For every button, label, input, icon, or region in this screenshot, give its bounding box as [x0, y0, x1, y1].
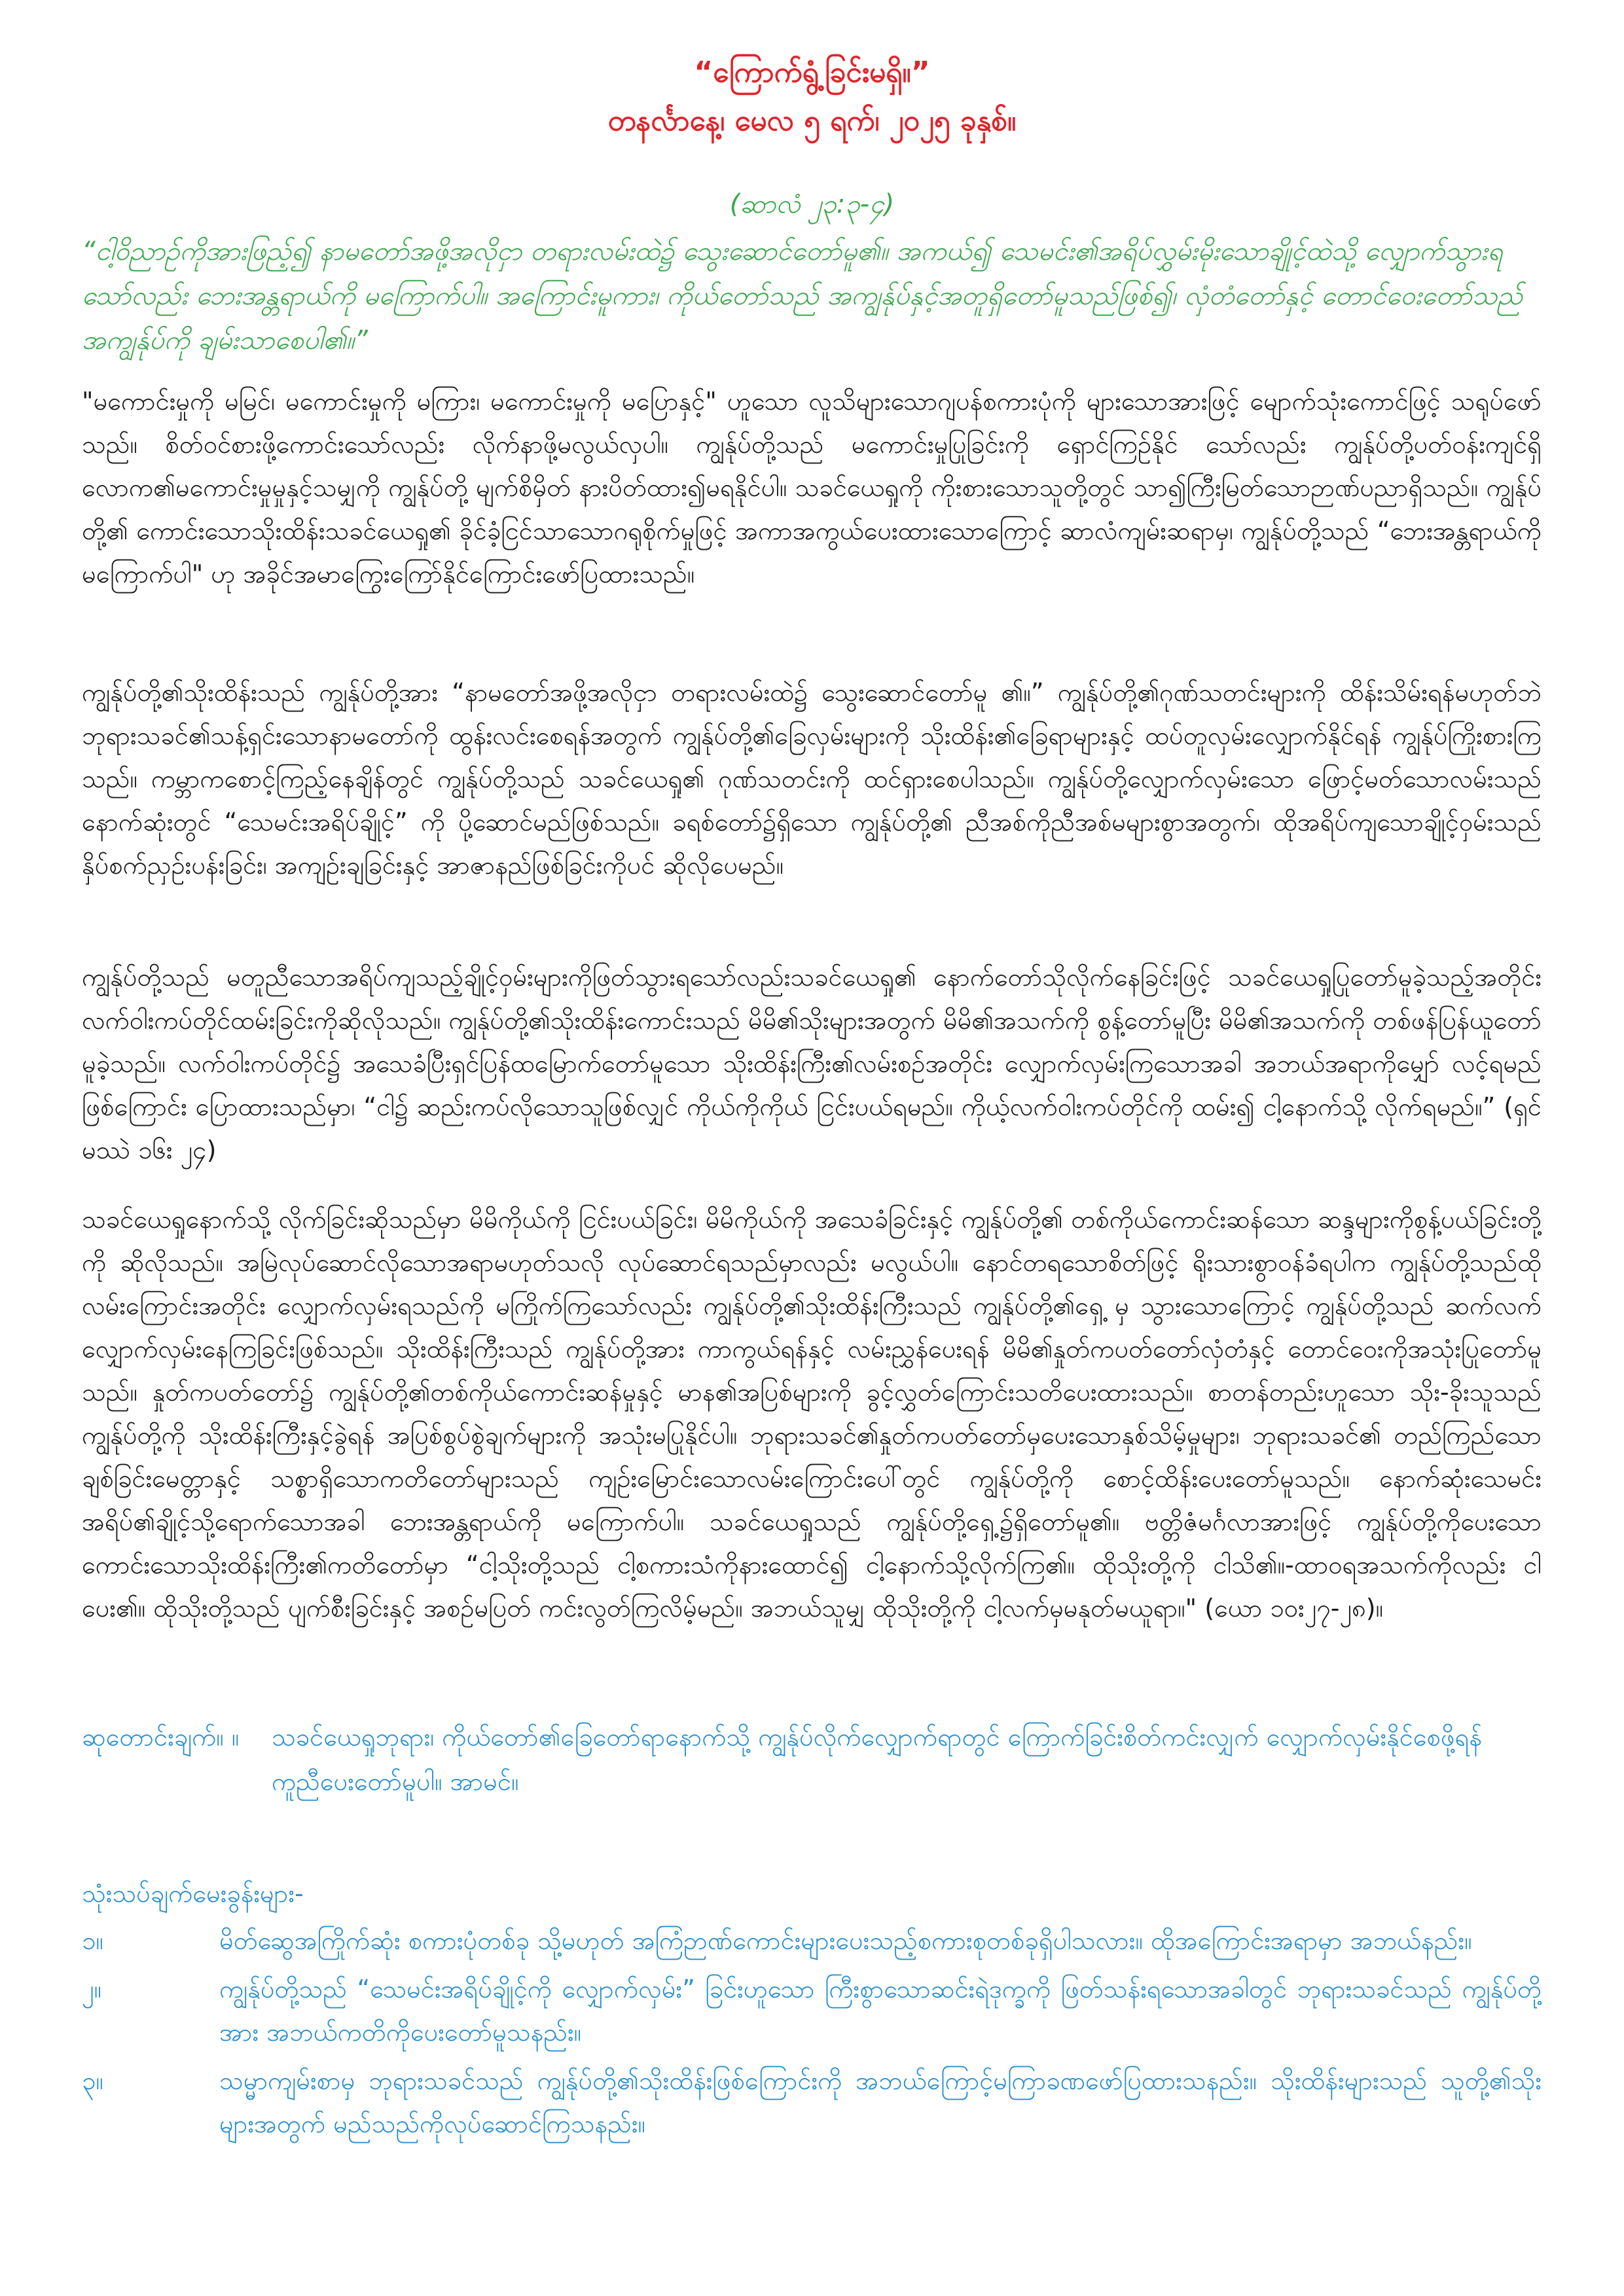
reflection-questions	[82, 1872, 1542, 2151]
prayer-text: သခင်ယေရှုဘုရား၊ ကိုယ်တော်၏ခြေတော်ရာနောက်သို့ ကျွန်ုပ်လိုက်လျှောက်ရာတွင် ကြောက်ခြင်းစိတ်ကင်းလျှက် လျှောက်လှမ်းနိုင်စေဖို့ရန် ကူညီပေးတော်မူပါ။ အာမင်။	[272, 1723, 1483, 1796]
verse-reference: (ဆာလံ ၂၃:၃-၄)	[729, 189, 895, 219]
body-paragraph-2: ကျွန်ုပ်တို့၏သိုးထိန်းသည် ကျွန်ုပ်တို့အား “နာမတော်အဖို့အလိုငှာ တရားလမ်းထဲ၌ သွေးဆောင်တော်မူ ၏။” ကျွန်ုပ်တို့၏ဂုဏ်သတင်းများကို ထိန်းသိမ်းရန်မဟုတ်ဘဲ ဘုရားသခင်၏သန့်ရှင်းသောနာမတော်ကို ထွန်းလင်းစေရန်အတွက် ကျွန်ုပ်တို့၏ခြေလှမ်းများကို သိုးထိန်း၏ခြေရာများနှင့် ထပ်တူလှမ်းလျှောက်နိုင်ရန် ကျွန်ုပ်ကြိုးစားကြသည်။ ကမ္ဘာကစောင့်ကြည့်နေချိန်တွင် ကျွန်ုပ်တို့သည် သခင်ယေရှု၏ ဂုဏ်သတင်းကို ထင်ရှားစေပါသည်။ ကျွန်ုပ်တို့လျှောက်လှမ်းသော ဖြောင့်မတ်သောလမ်းသည် နောက်ဆုံးတွင် “သေမင်းအရိပ်ချိုင့်” ကို ပို့ဆောင်မည်ဖြစ်သည်။ ခရစ်တော်၌ရှိသော ကျွန်ုပ်တို့၏ ညီအစ်ကိုညီအစ်မများစွာအတွက်၊ ထိုအရိပ်ကျသောချိုင့်ဝှမ်းသည် နှိပ်စက်ညှဉ်းပန်းခြင်း၊ အကျဉ်းချခြင်းနှင့် အာဇာနည်ဖြစ်ခြင်းကိုပင် ဆိုလိုပေမည်။	[82, 678, 1542, 880]
question-item	[82, 1967, 1542, 2054]
body-paragraph-3: ကျွန်ုပ်တို့သည် မတူညီသောအရိပ်ကျသည့်ချိုင့်ဝှမ်းများကိုဖြတ်သွားရသော်လည်းသခင်ယေရှု၏ နောက်တော်သိုလိုက်နေခြင်းဖြင့် သခင်ယေရှုပြုတော်မူခဲ့သည့်အတိုင်း လက်ဝါးကပ်တိုင်ထမ်းခြင်းကိုဆိုလိုသည်။ ကျွန်ုပ်တို့၏သိုးထိန်းကောင်းသည် မိမိ၏သိုးများအတွက် မိမိ၏အသက်ကို စွန့်တော်မူပြီး မိမိ၏အသက်ကို တစ်ဖန်ပြန်ယူတော်မူခဲ့သည်။ လက်ဝါးကပ်တိုင်၌ အသေခံပြီးရှင်ပြန်ထမြောက်တော်မူသော သိုးထိန်းကြီး၏လမ်းစဉ်အတိုင်း လျှောက်လှမ်းကြသောအခါ အဘယ်အရာကိုမျှော် လင့်ရမည်ဖြစ်ကြောင်း ပြောထားသည်မှာ၊ “ငါ၌ ဆည်းကပ်လိုသောသူဖြစ်လျှင် ကိုယ်ကိုကိုယ် ငြင်းပယ်ရမည်။ ကိုယ့်လက်ဝါးကပ်တိုင်ကို ထမ်း၍ ငါ့နောက်သို့ လိုက်ရမည်။” (ရှင်မဿဲ ၁၆း ၂၄)	[82, 963, 1542, 1164]
question-item	[82, 1919, 1542, 1962]
prayer-label: ဆုတောင်းချက်။ ။	[82, 1723, 240, 1751]
question-text: သမ္မာကျမ်းစာမှ ဘုရားသခင်သည် ကျွန်ုပ်တို့၏သိုးထိန်းဖြစ်ကြောင်းကို အဘယ်ကြောင့်မကြာခဏဖော်ပြထားသနည်း။ သိုးထိန်းများသည် သူတို့၏သိုးများအတွက် မည်သည်ကိုလုပ်ဆောင်ကြသနည်း။	[219, 2066, 1542, 2138]
prayer-section	[82, 1715, 1542, 1804]
question-text: မိတ်ဆွေအကြိုက်ဆုံး စကားပုံတစ်ခု သို့မဟုတ် အကြံဉာဏ်ကောင်းများပေးသည့်စကားစုတစ်ခုရှိပါသလား။ ထိုအကြောင်းအရာမှာ အဘယ်နည်း။	[219, 1926, 1472, 1955]
page-title: “ကြောက်ရွံ့ခြင်းမရှိ။”	[694, 56, 930, 89]
body-paragraph-4: သခင်ယေရှုနောက်သို့ လိုက်ခြင်းဆိုသည်မှာ မိမိကိုယ်ကို ငြင်းပယ်ခြင်း၊ မိမိကိုယ်ကို အသေခံခြင်းနှင့် ကျွန်ုပ်တို့၏ တစ်ကိုယ်ကောင်းဆန်သော ဆန္ဒများကိုစွန့်ပယ်ခြင်းတို့ကို ဆိုလိုသည်။ အမြဲလုပ်ဆောင်လိုသောအရာမဟုတ်သလို လုပ်ဆောင်ရသည်မှာလည်း မလွယ်ပါ။ နောင်တရသောစိတ်ဖြင့် ရိုးသားစွာဝန်ခံရပါက ကျွန်ုပ်တို့သည်ထိုလမ်းကြောင်းအတိုင်း လျှောက်လှမ်းရသည်ကို မကြိုက်ကြသော်လည်း ကျွန်ုပ်တို့၏သိုးထိန်းကြီးသည် ကျွန်ုပ်တို့၏ရှေ့ မှ သွားသောကြောင့် ကျွန်ုပ်တို့သည် ဆက်လက်လျှောက်လှမ်းနေကြခြင်းဖြစ်သည်။ သိုးထိန်းကြီးသည် ကျွန်ုပ်တို့အား ကာကွယ်ရန်နှင့် လမ်းညွှန်ပေးရန် မိမိ၏နှုတ်ကပတ်တော်လှံတံနှင့် တောင်ဝေးကိုအသုံးပြုတော်မူသည်။ နှုတ်ကပတ်တော်၌ ကျွန်ုပ်တို့၏တစ်ကိုယ်ကောင်းဆန်မှုနှင့် မာန၏အပြစ်များကို ခွင့်လွှတ်ကြောင်းသတိပေးထားသည်။ စာတန်တည်းဟူသော သိုး-ခိုးသူသည် ကျွန်ုပ်တို့ကို သိုးထိန်းကြီးနှင့်ခွဲရန် အပြစ်စွပ်စွဲချက်များကို အသုံးမပြုနိုင်ပါ။ ဘုရားသခင်၏နှုတ်ကပတ်တော်မှပေးသောနှစ်သိမ့်မှုများ၊ ဘုရားသခင်၏ တည်ကြည်သောချစ်ခြင်းမေတ္တာနှင့် သစ္စာရှိသောကတိတော်များသည် ကျဉ်းမြောင်းသောလမ်းကြောင်းပေါ်တွင် ကျွန်ုပ်တို့ကို စောင့်ထိန်းပေးတော်မူသည်။ နောက်ဆုံးသေမင်းအရိပ်၏ချိုင့်သို့ရောက်သောအခါ ဘေးအန္တရာယ်ကို မကြောက်ပါ။ သခင်ယေရှုသည် ကျွန်ုပ်တို့ရှေ့၌ရှိတော်မူ၏။ ဗတ္တိဇံမင်္ဂလာအားဖြင့် ကျွန်ုပ်တို့ကိုပေးသော ကောင်းသောသိုးထိန်းကြီး၏ကတိတော်မှာ “ငါ့သိုးတို့သည် ငါ့စကားသံကိုနားထောင်၍ ငါ့နောက်သို့လိုက်ကြ၏။ ထိုသိုးတို့ကို ငါသိ၏။-ထာဝရအသက်ကိုလည်း ငါပေး၏။ ထိုသိုးတို့သည် ပျက်စီးခြင်းနှင့် အစဉ်မပြတ် ကင်းလွတ်ကြလိမ့်မည်။ အဘယ်သူမျှ ထိုသိုးတို့ကို ငါ့လက်မှမနုတ်မယူရာ။" (ယော ၁၀း၂၇-၂၈)။	[82, 1205, 1542, 1623]
question-text: ကျွန်ုပ်တို့သည် “သေမင်းအရိပ်ချိုင့်ကို လျှောက်လှမ်း” ခြင်းဟူသော ကြီးစွာသောဆင်းရဲဒုက္ခကို ဖြတ်သန်းရသောအခါတွင် ဘုရားသခင်သည် ကျွန်ုပ်တို့အား အဘယ်ကတိကိုပေးတော်မူသနည်း။	[219, 1975, 1542, 2047]
question-number: ၂။	[82, 1975, 102, 2003]
page-date: တနင်္လာနေ့၊ မေလ ၅ ရက်၊ ၂၀၂၅ ခုနှစ်။	[607, 104, 1017, 137]
question-number: ၁။	[82, 1926, 103, 1955]
body-paragraph-1: "မကောင်းမှုကို မမြင်၊ မကောင်းမှုကို မကြား၊ မကောင်းမှုကို မပြောနှင့်" ဟူသော လူသိများသောဂျပန်စကားပုံကို များသောအားဖြင့် မျောက်သုံးကောင်ဖြင့် သရုပ်ဖော်သည်။ စိတ်ဝင်စားဖို့ကောင်းသော်လည်း လိုက်နာဖို့မလွယ်လှပါ။ ကျွန်ုပ်တို့သည် မကောင်းမှုပြုခြင်းကို ရှောင်ကြဉ်နိုင် သော်လည်း ကျွန်ုပ်တို့ပတ်ဝန်းကျင်ရှိ လောက၏မကောင်းမှုမှုနှင့်သမျှကို ကျွန်ုပ်တို့ မျက်စိမှိတ် နားပိတ်ထား၍မရနိုင်ပါ။ သခင်ယေရှုကို ကိုးစားသောသူတို့တွင် သာ၍ကြီးမြတ်သောဉာဏ်ပညာရှိသည်။ ကျွန်ုပ်တို့၏ ကောင်းသောသိုးထိန်းသခင်ယေရှု၏ ခိုင်ခံ့ငြင်သာသောဂရုစိုက်မှုဖြင့် အကာအကွယ်ပေးထားသောကြောင့် ဆာလံကျမ်းဆရာမှ၊ ကျွန်ုပ်တို့သည် “ဘေးအန္တရာယ်ကို မကြောက်ပါ" ဟု အခိုင်အမာကြွေးကြော်နိုင်ကြောင်းဖော်ပြထားသည်။	[82, 387, 1542, 588]
question-item	[82, 2059, 1542, 2145]
verse-text: “ငါ့ဝိညာဉ်ကိုအားဖြည့်၍ နာမတော်အဖို့အလိုငှာ တရားလမ်းထဲ၌ သွေးဆောင်တော်မူ၏။ အကယ်၍ သေမင်း၏အရိပ်လွှမ်းမိုးသောချိုင့်ထဲသို့ လျှောက်သွားရသော်လည်း ဘေးအန္တရာယ်ကို မကြောက်ပါ။ အကြောင်းမူကား၊ ကိုယ်တော်သည် အကျွန်ုပ်နှင့်အတူရှိတော်မူသည်ဖြစ်၍၊ လှံတံတော်နှင့် တောင်ဝေးတော်သည် အကျွန်ုပ်ကို ချမ်းသာစေပါ၏။”	[82, 236, 1523, 355]
question-number: ၃။	[82, 2066, 103, 2095]
questions-heading: သုံးသပ်ချက်မေးခွန်းများ-	[82, 1879, 304, 1908]
